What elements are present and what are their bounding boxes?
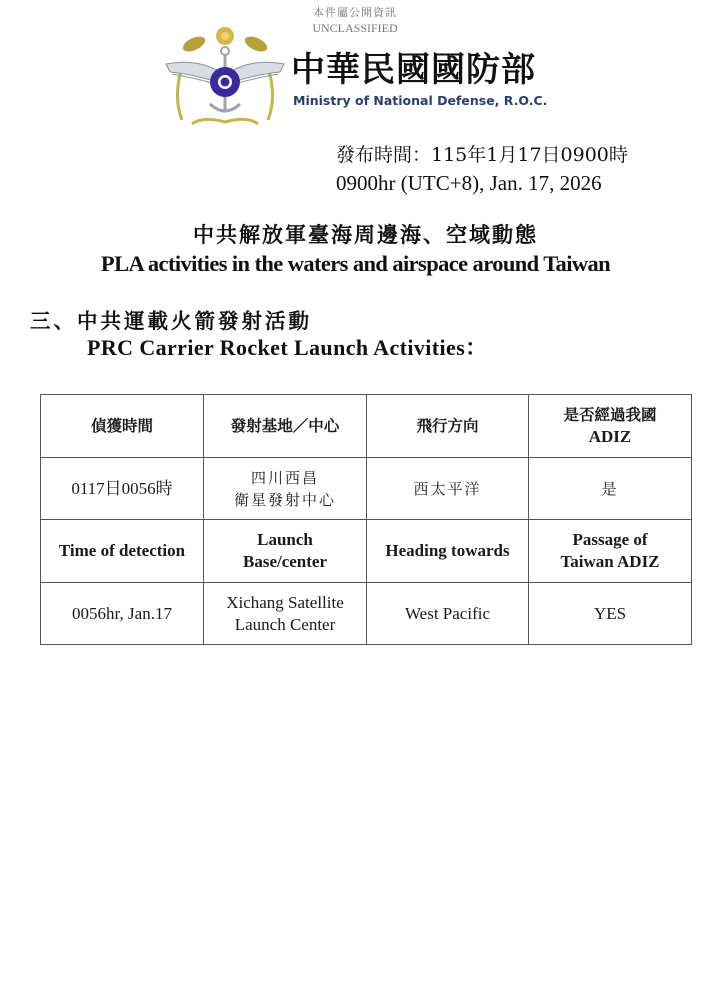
launch-activity-table (40, 394, 692, 645)
release-time-en: 0900hr (UTC+8), Jan. 17, 2026 (336, 171, 602, 195)
mnd-emblem-icon (162, 24, 288, 128)
cell-heading-en: West Pacific (367, 583, 529, 645)
classification-en: UNCLASSIFIED (312, 21, 398, 35)
table-row (41, 583, 692, 645)
header-detection-time-en: Time of detection (41, 520, 204, 583)
ministry-name-zh: 中華民國國防部 (291, 50, 536, 90)
table-header-row-en (41, 520, 692, 583)
cell-adiz-passage-en: YES (529, 583, 692, 645)
header-heading-zh: 飛行方向 (367, 395, 529, 458)
cell-heading-zh: 西太平洋 (367, 458, 529, 520)
header-detection-time-zh: 偵獲時間 (41, 395, 204, 458)
section-heading-en: PRC Carrier Rocket Launch Activities： (87, 335, 488, 360)
cell-detection-time-en: 0056hr, Jan.17 (41, 583, 204, 645)
header-adiz-passage-zh: 是否經過我國 ADIZ (529, 395, 692, 458)
release-time-zh: 發布時間：115年1月17日0900時 (336, 144, 628, 166)
cell-adiz-passage-zh: 是 (529, 458, 692, 520)
classification-label (300, 6, 410, 36)
ministry-name-en: Ministry of National Defense, R.O.C. (293, 93, 548, 108)
header-adiz-passage-en: Passage of Taiwan ADIZ (529, 520, 692, 583)
cell-launch-base-en: Xichang Satellite Launch Center (204, 583, 367, 645)
table-row (41, 458, 692, 520)
release-time (336, 141, 628, 197)
cell-detection-time-zh: 0117日0056時 (41, 458, 204, 520)
classification-zh: 本件屬公開資訊 (313, 7, 397, 19)
cell-launch-base-zh: 四川西昌 衛星發射中心 (204, 458, 367, 520)
page-title-en: PLA activities in the waters and airspace around Taiwan (100, 251, 611, 276)
header-heading-en: Heading towards (367, 520, 529, 583)
header-launch-base-zh: 發射基地／中心 (204, 395, 367, 458)
section-heading-zh: 三、中共運載火箭發射活動 (30, 309, 312, 333)
table-header-row-zh (41, 395, 692, 458)
header-launch-base-en: Launch Base/center (204, 520, 367, 583)
page-title-zh: 中共解放軍臺海周邊海、空域動態 (193, 222, 538, 247)
